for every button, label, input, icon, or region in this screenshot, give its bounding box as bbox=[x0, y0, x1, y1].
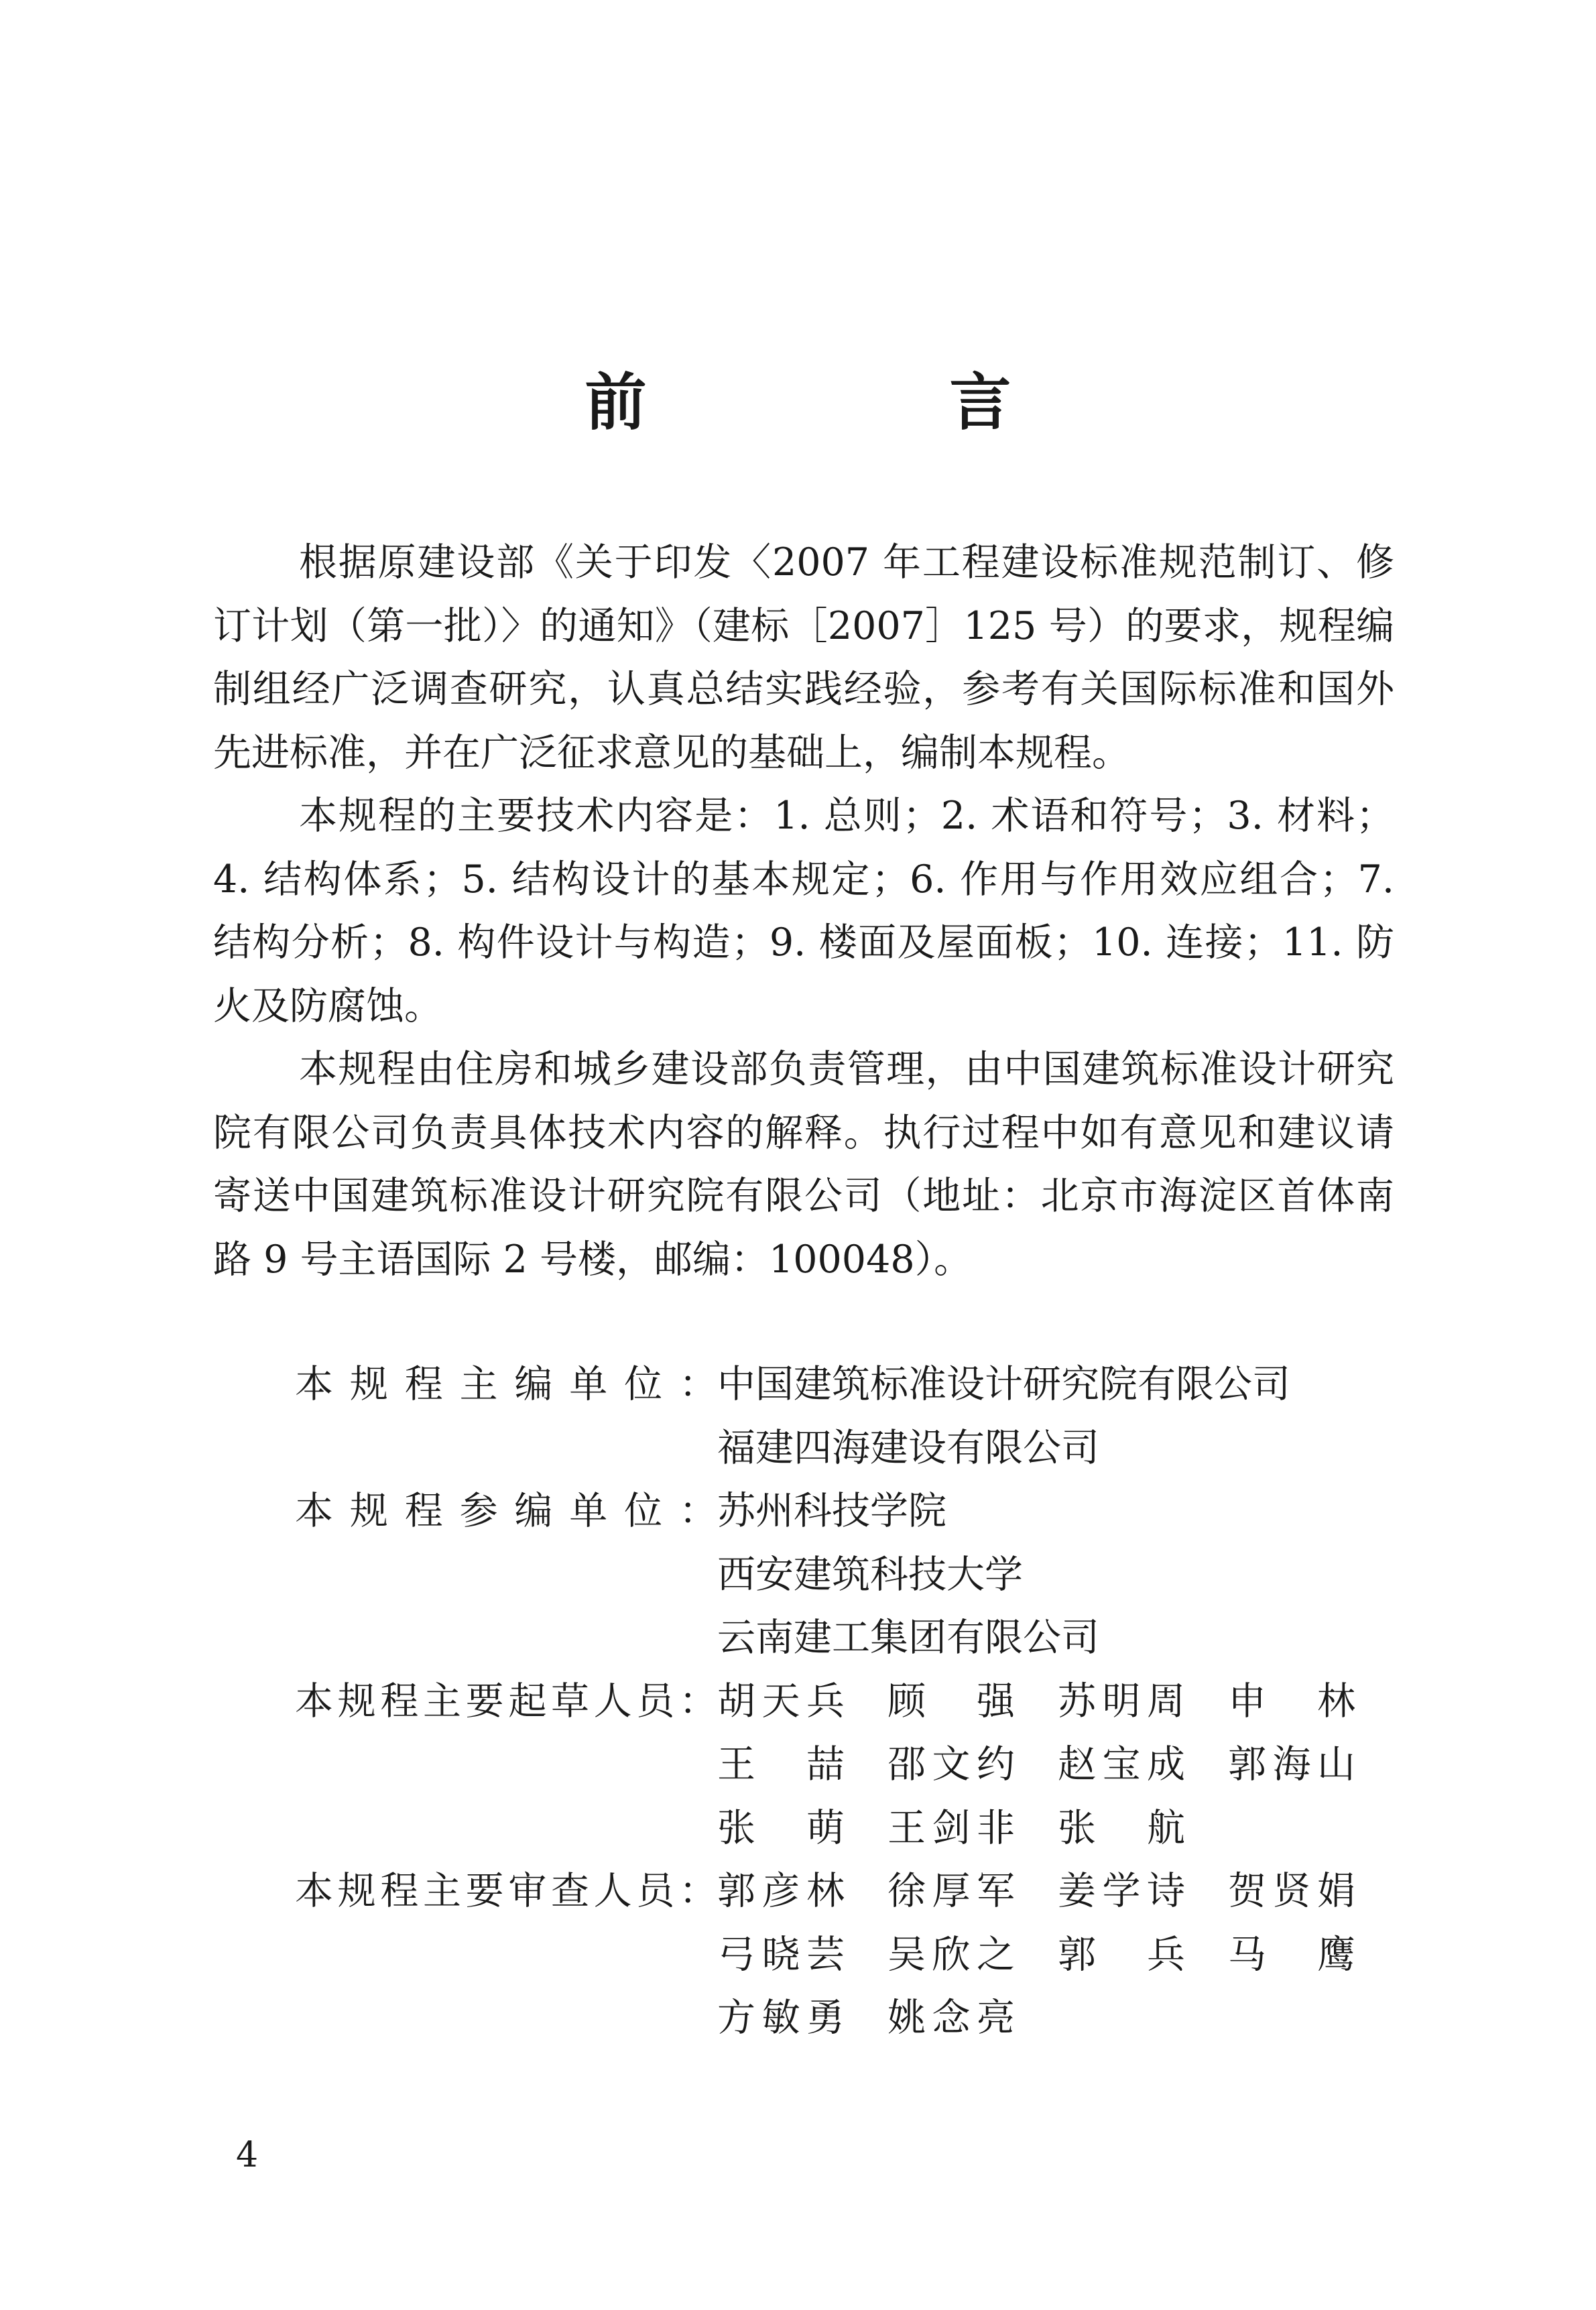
reviewers-list bbox=[717, 1860, 1394, 2050]
participating-units-row bbox=[295, 1479, 1394, 1670]
drafters-list bbox=[717, 1670, 1394, 1860]
reviewers-row bbox=[295, 1860, 1394, 2050]
reviewer-name: 郭兵 bbox=[1058, 1932, 1185, 1977]
reviewer-name: 贺贤娟 bbox=[1228, 1869, 1355, 1913]
paragraph-basis: 根据原建设部《关于印发〈2007 年工程建设标准规范制订、修订计划（第一批）〉的通知》（建标［2007］125 号）的要求，规程编制组经广泛调查研究，认真总结实践经验，参考有关国际标准和国外先进标准，并在广泛征求意见的基础上，编制本规程。 bbox=[213, 540, 1394, 775]
reviewer-name: 方敏勇 bbox=[717, 1996, 845, 2040]
drafter-name: 王剑非 bbox=[887, 1805, 1015, 1850]
drafter-name: 邵文约 bbox=[887, 1742, 1015, 1786]
participating-unit: 苏州科技学院 bbox=[717, 1489, 946, 1533]
drafter-name: 赵宝成 bbox=[1058, 1742, 1185, 1786]
participating-units-label: 本规程参编单位： bbox=[295, 1489, 717, 1533]
drafter-name: 胡天兵 bbox=[717, 1679, 845, 1723]
drafter-name: 张航 bbox=[1058, 1805, 1185, 1850]
reviewer-name: 郭彦林 bbox=[717, 1869, 845, 1913]
paragraph-main-contents: 本规程的主要技术内容是：1. 总则；2. 术语和符号；3. 材料；4. 结构体系；5. 结构设计的基本规定；6. 作用与作用效应组合；7. 结构分析；8. 构件设计与构造；9. 楼面及屋面板；10. 连接；11. 防火及防腐蚀。 bbox=[213, 794, 1394, 1028]
participating-unit: 云南建工集团有限公司 bbox=[717, 1616, 1099, 1660]
chief-units-label: 本规程主编单位： bbox=[295, 1362, 717, 1406]
reviewer-name: 吴欣之 bbox=[887, 1932, 1015, 1977]
reviewer-name: 姚念亮 bbox=[887, 1996, 1015, 2040]
drafters-row bbox=[295, 1670, 1394, 1860]
page-title: 前 言 bbox=[585, 366, 1152, 438]
reviewer-name: 姜学诗 bbox=[1058, 1869, 1185, 1913]
paragraph-management: 本规程由住房和城乡建设部负责管理，由中国建筑标准设计研究院有限公司负责具体技术内容的解释。执行过程中如有意见和建议请寄送中国建筑标准设计研究院有限公司（地址：北京市海淀区首体南路 9 号主语国际 2 号楼，邮编：100048）。 bbox=[213, 1047, 1394, 1282]
drafter-name: 王喆 bbox=[717, 1742, 845, 1786]
drafter-name: 张萌 bbox=[717, 1805, 845, 1850]
reviewers-label: 本规程主要审查人员： bbox=[295, 1869, 717, 1913]
chief-units-list bbox=[717, 1353, 1394, 1479]
drafter-name: 郭海山 bbox=[1228, 1742, 1355, 1786]
drafter-name: 顾强 bbox=[887, 1679, 1015, 1723]
chief-unit: 福建四海建设有限公司 bbox=[717, 1425, 1099, 1470]
reviewer-name: 徐厚军 bbox=[887, 1869, 1015, 1913]
page-number: 4 bbox=[236, 2135, 259, 2175]
credits-section bbox=[295, 1353, 1394, 2050]
reviewer-name: 马鹰 bbox=[1228, 1932, 1355, 1977]
participating-units-list bbox=[717, 1479, 1394, 1670]
chief-units-row bbox=[295, 1353, 1394, 1479]
drafter-name: 申林 bbox=[1228, 1679, 1355, 1723]
participating-unit: 西安建筑科技大学 bbox=[717, 1552, 1023, 1597]
reviewer-name: 弓晓芸 bbox=[717, 1932, 845, 1977]
drafter-name: 苏明周 bbox=[1058, 1679, 1185, 1723]
preface-body bbox=[213, 531, 1394, 1291]
chief-unit: 中国建筑标准设计研究院有限公司 bbox=[717, 1362, 1290, 1406]
drafters-label: 本规程主要起草人员： bbox=[295, 1679, 717, 1723]
